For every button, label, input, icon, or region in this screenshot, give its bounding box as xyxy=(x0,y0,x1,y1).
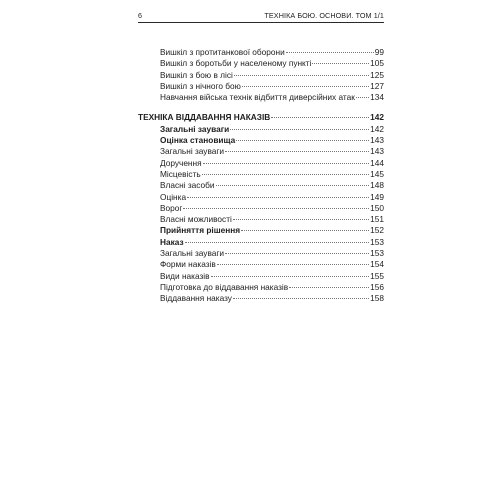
toc-entry-title: Вишкіл з бою в лісі xyxy=(160,69,233,80)
toc-leader-dots xyxy=(233,219,369,220)
toc-entry xyxy=(138,112,384,123)
running-head-title: ТЕХНІКА БОЮ. ОСНОВИ. ТОМ 1/1 xyxy=(264,11,384,20)
toc-entry-page: 125 xyxy=(370,69,384,80)
toc-section-gap xyxy=(138,103,384,112)
toc-entry-title: Оцінка становища xyxy=(160,135,236,146)
toc-entry-title: Вишкіл з нічного бою xyxy=(160,80,241,91)
toc-entry-title: Загальні зауваги xyxy=(160,146,225,157)
toc-entry-page: 154 xyxy=(370,259,384,270)
toc-entry-page: 99 xyxy=(374,47,384,57)
toc-entry-title: Вишкіл з протитанкової оборони xyxy=(160,47,285,57)
toc-entry xyxy=(138,158,384,169)
toc-entry-title: ТЕХНІКА ВІДДАВАННЯ НАКАЗІВ xyxy=(138,112,271,123)
toc-leader-dots xyxy=(225,151,369,152)
toc-entry xyxy=(138,146,384,157)
toc-entry-page: 153 xyxy=(370,236,384,247)
toc-entry xyxy=(138,203,384,214)
toc-entry-title: Загальні зауваги xyxy=(160,123,230,134)
toc-leader-dots xyxy=(211,276,370,277)
toc-entry-page: 148 xyxy=(370,180,384,191)
toc-leader-dots xyxy=(242,86,369,87)
toc-entry-page: 149 xyxy=(370,191,384,202)
toc-entry xyxy=(138,282,384,293)
page-number: 6 xyxy=(138,11,143,20)
toc-leader-dots xyxy=(289,287,369,288)
toc-entry xyxy=(138,214,384,225)
toc-entry-title: Загальні зауваги xyxy=(160,248,225,259)
toc-entry xyxy=(138,248,384,259)
toc-entry xyxy=(138,225,384,236)
toc-entry xyxy=(138,81,384,92)
toc-leader-dots xyxy=(230,129,369,130)
toc-entry-page: 145 xyxy=(370,168,384,179)
toc-leader-dots xyxy=(185,242,370,243)
toc-entry-title: Підготовка до віддавання наказів xyxy=(160,281,289,292)
toc-entry xyxy=(138,237,384,248)
toc-entry-title: Власні засоби xyxy=(160,180,215,191)
toc-leader-dots xyxy=(286,52,374,53)
toc-leader-dots xyxy=(234,75,369,76)
toc-entry-page: 156 xyxy=(370,281,384,292)
toc-entry-page: 144 xyxy=(370,157,384,168)
toc-leader-dots xyxy=(225,253,369,254)
toc-leader-dots xyxy=(241,230,369,231)
toc-entry-page: 155 xyxy=(370,270,384,281)
toc-leader-dots xyxy=(356,97,369,98)
toc-entry-title: Наказ xyxy=(160,236,184,247)
toc-entry-page: 142 xyxy=(370,123,384,134)
toc-entry xyxy=(138,70,384,81)
toc-entry-title: Оцінка xyxy=(160,191,187,202)
table-of-contents xyxy=(138,47,384,305)
toc-entry-title: Прийняття рішення xyxy=(160,225,241,236)
toc-entry-title: Віддавання наказу xyxy=(160,293,232,304)
toc-entry-page: 105 xyxy=(370,58,384,69)
toc-entry-title: Вишкіл з боротьби у населеному пункті xyxy=(160,58,312,69)
toc-entry-title: Ворог xyxy=(160,202,183,213)
toc-entry xyxy=(138,192,384,203)
toc-entry xyxy=(138,271,384,282)
toc-entry-page: 143 xyxy=(370,135,384,146)
toc-leader-dots xyxy=(203,163,370,164)
toc-entry xyxy=(138,293,384,304)
toc-entry-page: 150 xyxy=(370,202,384,213)
toc-entry xyxy=(138,47,384,58)
toc-leader-dots xyxy=(236,140,369,141)
toc-entry-page: 142 xyxy=(370,112,384,123)
toc-entry-title: Власні можливості xyxy=(160,214,232,225)
toc-leader-dots xyxy=(312,63,369,64)
toc-leader-dots xyxy=(202,174,369,175)
toc-entry-page: 143 xyxy=(370,146,384,157)
toc-entry xyxy=(138,92,384,103)
toc-entry-title: Форми наказів xyxy=(160,259,216,270)
toc-entry-title: Доручення xyxy=(160,157,202,168)
toc-entry-page: 152 xyxy=(370,225,384,236)
toc-entry-page: 134 xyxy=(370,92,384,103)
header-rule xyxy=(138,22,384,23)
toc-entry xyxy=(138,180,384,191)
toc-leader-dots xyxy=(183,208,369,209)
toc-entry-title: Місцевість xyxy=(160,168,201,179)
toc-entry-title: Види наказів xyxy=(160,270,210,281)
toc-entry-page: 127 xyxy=(370,80,384,91)
toc-leader-dots xyxy=(233,298,369,299)
toc-leader-dots xyxy=(217,264,369,265)
toc-leader-dots xyxy=(271,117,369,118)
toc-leader-dots xyxy=(187,197,369,198)
toc-entry xyxy=(138,135,384,146)
toc-entry xyxy=(138,58,384,69)
toc-leader-dots xyxy=(216,185,370,186)
toc-entry-page: 158 xyxy=(370,293,384,304)
toc-entry xyxy=(138,124,384,135)
toc-entry-page: 151 xyxy=(370,214,384,225)
toc-entry-title: Навчання війська технік відбиття диверсійних атак xyxy=(160,92,355,103)
toc-entry-page: 153 xyxy=(370,248,384,259)
toc-entry xyxy=(138,259,384,270)
toc-entry xyxy=(138,169,384,180)
